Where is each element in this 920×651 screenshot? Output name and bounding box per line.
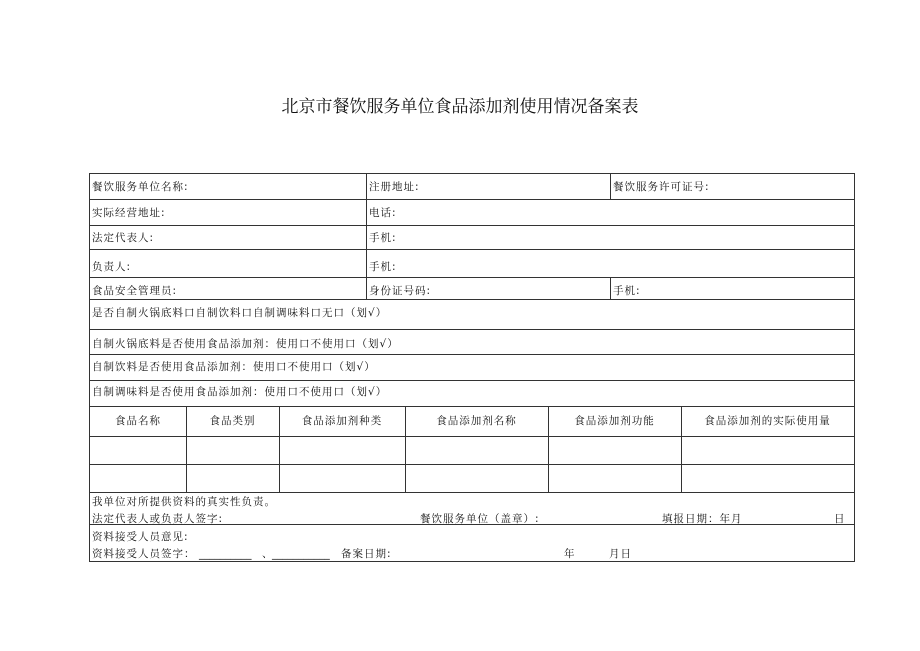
col-divider bbox=[610, 174, 611, 199]
col-divider bbox=[366, 277, 367, 299]
signature-separator: 、 bbox=[262, 548, 274, 560]
record-date-label: 备案日期: bbox=[341, 548, 392, 560]
drink-additive-question: 自制饮料是否使用食品添加剂：使用口不使用口（划√） bbox=[92, 361, 376, 373]
row-divider bbox=[90, 464, 854, 465]
mobile-label: 手机: bbox=[369, 232, 397, 244]
col-header-food-name: 食品名称 bbox=[115, 415, 161, 427]
row-divider bbox=[90, 329, 854, 330]
record-date-year: 年 bbox=[564, 548, 576, 560]
row-divider bbox=[90, 492, 854, 493]
legal-rep-label: 法定代表人: bbox=[92, 232, 155, 244]
fill-date-day: 日 bbox=[834, 513, 846, 525]
legal-rep-signature-label: 法定代表人或负责人签字: bbox=[92, 513, 224, 525]
row-divider bbox=[90, 380, 854, 381]
actual-address-label: 实际经营地址: bbox=[92, 207, 166, 219]
form-table bbox=[89, 173, 855, 562]
row-divider bbox=[90, 199, 854, 200]
row-divider bbox=[90, 354, 854, 355]
fill-date-label: 填报日期：年月 bbox=[662, 513, 743, 525]
row-divider bbox=[90, 277, 854, 278]
self-made-question: 是否自制火锅底料口自制饮料口自制调味料口无口（划√） bbox=[92, 307, 388, 319]
col-header-additive-function: 食品添加剂功能 bbox=[574, 415, 655, 427]
responsible-person-label: 负责人: bbox=[92, 261, 132, 273]
col-header-additive-name: 食品添加剂名称 bbox=[436, 415, 517, 427]
form-title: 北京市餐饮服务单位食品添加剂使用情况备案表 bbox=[281, 97, 639, 117]
record-date-month-day: 月日 bbox=[609, 548, 632, 560]
phone-label: 电话: bbox=[369, 207, 397, 219]
unit-name-label: 餐饮服务单位名称: bbox=[92, 181, 189, 193]
safety-manager-label: 食品安全管理员: bbox=[92, 285, 178, 297]
col-header-additive-type: 食品添加剂种类 bbox=[301, 415, 383, 427]
mobile-label: 手机: bbox=[613, 285, 641, 297]
row-divider bbox=[90, 299, 854, 300]
hotpot-additive-question: 自制火锅底料是否使用食品添加剂：使用口不使用口（划√） bbox=[92, 338, 399, 350]
mobile-label: 手机: bbox=[369, 261, 397, 273]
signature-blank: __________ bbox=[199, 548, 252, 560]
seasoning-additive-question: 自制调味料是否使用食品添加剂：使用口不使用口（划√） bbox=[92, 386, 388, 398]
signature-blank: ___________ bbox=[272, 548, 330, 560]
declaration-text: 我单位对所提供资料的真实性负责。 bbox=[92, 496, 276, 508]
row-divider bbox=[90, 406, 854, 407]
col-divider bbox=[610, 277, 611, 299]
id-number-label: 身份证号码: bbox=[369, 285, 432, 297]
row-divider bbox=[90, 436, 854, 437]
row-divider bbox=[90, 249, 854, 250]
col-header-food-category: 食品类别 bbox=[209, 415, 256, 427]
row-divider bbox=[90, 225, 854, 226]
unit-stamp-label: 餐饮服务单位（盖章）: bbox=[420, 513, 540, 525]
reg-address-label: 注册地址: bbox=[369, 181, 420, 193]
col-divider bbox=[366, 174, 367, 199]
receiver-opinion-label: 资料接受人员意见: bbox=[92, 531, 189, 543]
col-header-additive-usage: 食品添加剂的实际使用量 bbox=[704, 415, 831, 427]
license-number-label: 餐饮服务许可证号: bbox=[613, 181, 710, 193]
receiver-signature-label: 资料接受人员签字： bbox=[92, 548, 196, 560]
